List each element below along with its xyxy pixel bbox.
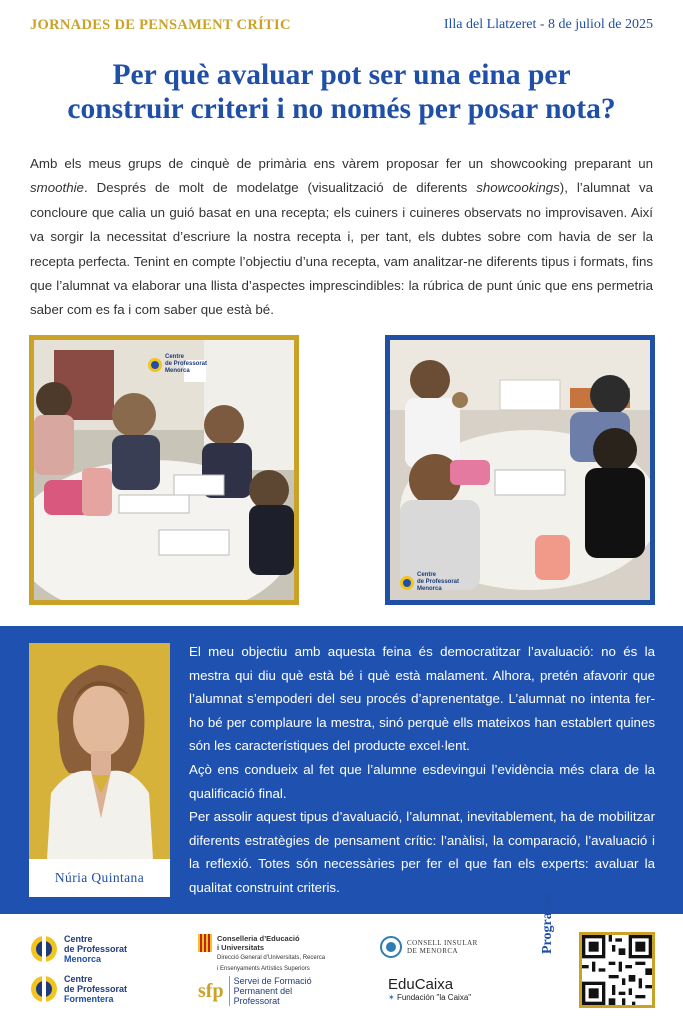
cep-logo-icon (148, 358, 162, 372)
page-title (20, 58, 663, 126)
conselleria-line-1: Conselleria d’Educació (217, 934, 300, 943)
balearic-flag-icon (198, 934, 212, 952)
conselleria-line-3: Direcció General d’Universitats, Recerca (217, 955, 326, 961)
cep-menorca-watermark-right (400, 572, 459, 593)
classroom-photo-right (385, 335, 655, 605)
cep-menorca-line-3: Menorca (64, 954, 102, 964)
conselleria-line-4: i Ensenyaments Artístics Superiors (217, 966, 310, 972)
badge-line-3: Menorca (165, 368, 190, 374)
cep-formentera-line-1: Centre (64, 974, 93, 984)
badge-line-1: Centre (417, 572, 437, 578)
badge-line-2: de Professorat (165, 361, 208, 367)
badge-line-2: de Professorat (417, 579, 460, 585)
educaixa-logo (388, 976, 471, 1002)
cep-formentera-icon (30, 975, 58, 1003)
event-venue-date: Illa del Llatzeret - 8 de juliol de 2025 (443, 17, 653, 32)
programa-label: Programa (540, 893, 555, 954)
consell-line-1: CONSELL INSULAR (407, 939, 478, 947)
educaixa-name: EduCaixa (388, 976, 454, 993)
event-series: JORNADES DE PENSAMENT CRÍTIC (30, 16, 291, 33)
consell-insular-logo (380, 936, 478, 958)
cep-menorca-line-1: Centre (64, 934, 93, 944)
statement-paragraph-3: Per assolir aquest tipus d’avaluació, l’alumnat, inevitablement, ha de mobilitzar diferents estratègies de pensament crític: l’anàlisi, la comparació, l’avaluació i la reflexió. Totes són necessàries per fer el que fan els experts: avaluar la qualitat construint criteris. (189, 809, 655, 895)
sfpp-line-1: Servei de Formació (233, 976, 312, 986)
consell-line-2: DE MENORCA (407, 947, 459, 955)
badge-line-3: Menorca (417, 586, 442, 592)
intro-text-2: . Després de molt de modelatge (visualització de diferents (83, 180, 477, 196)
classroom-scene-right (390, 340, 650, 600)
intro-text-1: Amb els meus grups de cinquè de primària ens vàrem proposar fer un showcooking preparant un (30, 156, 653, 171)
classroom-photo-left (29, 335, 299, 605)
author-name: Núria Quintana (54, 870, 145, 885)
cep-menorca-logo (30, 934, 127, 964)
intro-paragraph (30, 152, 653, 323)
portrait-illustration (29, 643, 170, 859)
footer-logos (0, 893, 683, 1024)
qr-code[interactable] (579, 932, 655, 1008)
title-line-1: Per què avaluar pot ser una eina per (112, 59, 571, 91)
sfpp-mark: sfp (198, 979, 224, 1002)
author-portrait (29, 643, 170, 859)
statement-paragraph-1: El meu objectiu amb aquesta feina és democratitzar l’avaluació: no és la mestra qui diu què està bé i què està malament. Alhora, pretén afavorir que l’alumnat s’empoderi del seu procés d’aprenentatge. L’alumnat no intenta fer-ho bé per complaure la mestra, sinó perquè ells mateixos han establert quines són les característiques del producte excel·lent. (189, 644, 655, 754)
cep-menorca-line-2: de Professorat (64, 944, 128, 954)
sfpp-line-2: Permanent del (233, 986, 293, 996)
caixa-star-icon: ✶ (388, 993, 395, 1002)
conselleria-logo (198, 934, 325, 974)
intro-text-3: ), l’alumnat va concloure que calia un guió basat en una recepta; els cuiners i cuineres observats no improvisaven. Així va sorgir la necessitat d’escriure la nostra recepta i, per tant, els dubtes sobre com havia de ser la recepta perfecta. Tenint en compte l’objectiu d’una recepta, vam analitzar-ne diferents tipus i formats, fins que l’alumnat va elaborar una llista d’aspectes imprescindibles: la rúbrica de punt únic que ens permetria saber com es fa i com saber que està bé. (30, 180, 653, 318)
author-statement (189, 640, 655, 900)
sfpp-line-3: Professorat (233, 996, 280, 1006)
cep-formentera-logo (30, 974, 127, 1004)
consell-insular-icon (380, 936, 402, 958)
cep-logo-icon (400, 576, 414, 590)
educaixa-subtitle: Fundación "la Caixa" (396, 993, 472, 1002)
header (30, 14, 653, 36)
classroom-scene-left (34, 340, 294, 600)
cep-menorca-icon (30, 935, 58, 963)
cep-menorca-watermark (148, 354, 207, 375)
cep-formentera-line-3: Formentera (64, 994, 114, 1004)
author-name-box (29, 859, 170, 897)
cep-formentera-line-2: de Professorat (64, 984, 128, 994)
sfpp-logo (198, 976, 312, 1006)
intro-emphasis-showcookings: showcookings (476, 180, 560, 196)
title-line-2: construir criteri i no només per posar nota? (67, 93, 616, 125)
badge-line-1: Centre (165, 354, 185, 360)
statement-paragraph-2: Açò ens condueix al fet que l’alumne esdevingui l’evidència més clara de la qualificació final. (189, 761, 655, 801)
conselleria-line-2: i Universitats (217, 943, 265, 952)
intro-emphasis-smoothie: smoothie (30, 180, 84, 196)
qr-code-icon (582, 935, 652, 1005)
